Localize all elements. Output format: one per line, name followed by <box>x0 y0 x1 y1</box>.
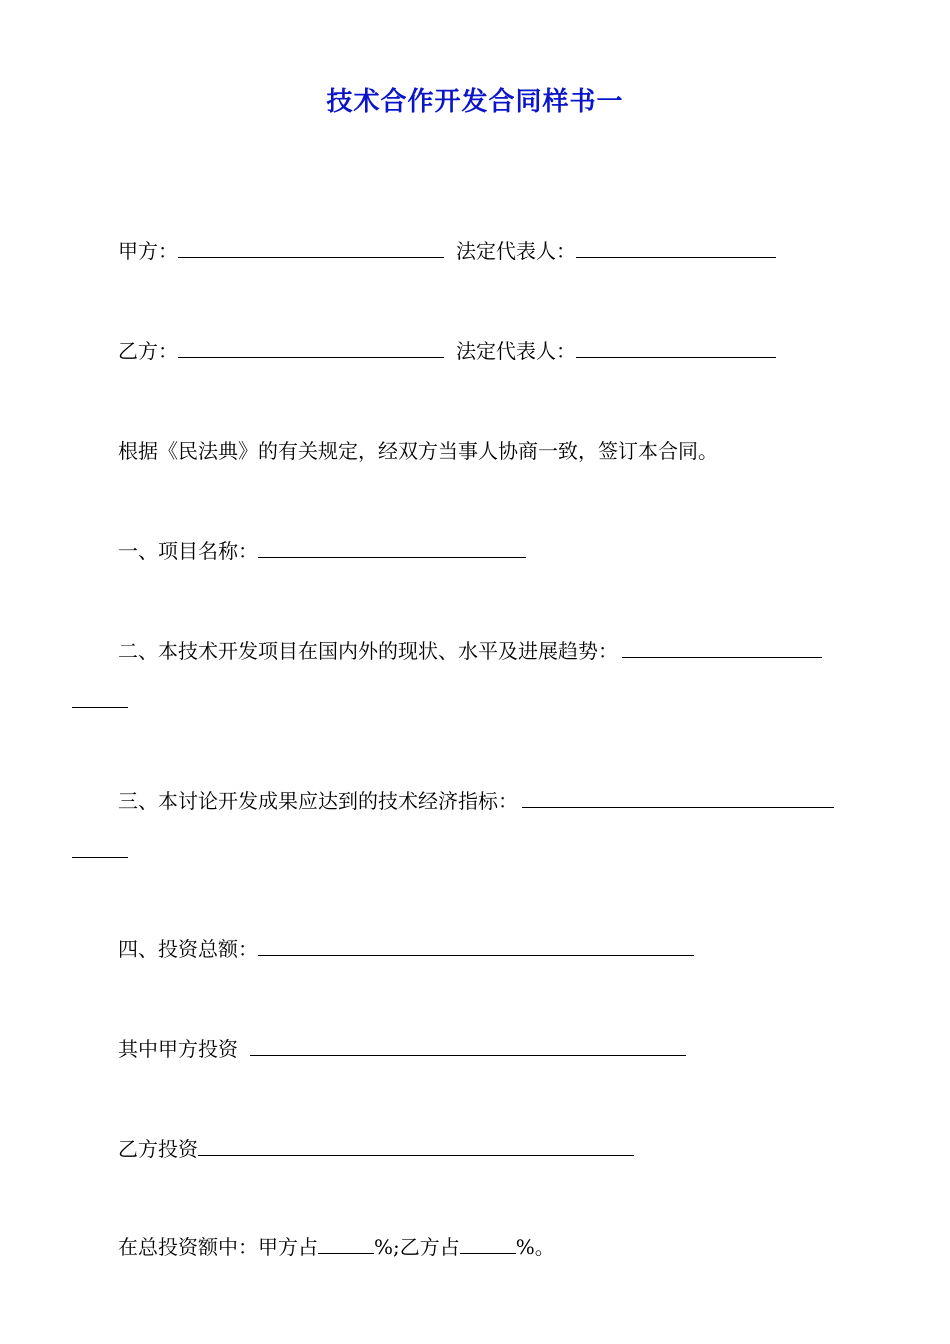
item3-blank-continued[interactable] <box>72 837 128 858</box>
party-a-investment-label: 其中甲方投资 <box>118 1037 238 1061</box>
item2-blank[interactable] <box>622 637 822 658</box>
item4-label: 四、投资总额： <box>118 937 258 961</box>
item1-blank[interactable] <box>258 537 526 558</box>
party-a-rep-label: 法定代表人： <box>456 239 576 263</box>
share-prefix: 在总投资额中：甲方占 <box>118 1235 318 1259</box>
party-b-rep-label: 法定代表人： <box>456 339 576 363</box>
party-a-blank[interactable] <box>178 237 444 258</box>
document-title: 技术合作开发合同样书一 <box>326 87 624 117</box>
party-a-investment-blank[interactable] <box>250 1035 686 1056</box>
share-middle: %;乙方占 <box>374 1235 460 1259</box>
party-b-investment-blank[interactable] <box>198 1135 634 1156</box>
preamble: 根据《民法典》的有关规定，经双方当事人协商一致，签订本合同。 <box>118 439 718 463</box>
item3-label: 三、本讨论开发成果应达到的技术经济指标： <box>118 789 518 813</box>
item2-blank-continued[interactable] <box>72 687 128 708</box>
item2-continuation <box>72 686 128 716</box>
party-b-label: 乙方： <box>118 339 178 363</box>
party-b-investment-label: 乙方投资 <box>118 1137 198 1161</box>
investment-share-line <box>118 1232 555 1262</box>
item3-line <box>118 786 834 816</box>
party-a-line <box>118 236 776 266</box>
party-a-share-blank[interactable] <box>318 1233 374 1254</box>
item1-line <box>118 536 526 566</box>
item2-line <box>118 636 822 666</box>
party-a-label: 甲方： <box>118 239 178 263</box>
share-suffix: %。 <box>515 1235 555 1259</box>
party-b-line <box>118 336 776 366</box>
item1-label: 一、项目名称： <box>118 539 258 563</box>
item3-blank[interactable] <box>522 787 834 808</box>
party-a-investment-line <box>118 1034 686 1064</box>
item3-continuation <box>72 836 128 866</box>
party-b-share-blank[interactable] <box>460 1233 516 1254</box>
item2-label: 二、本技术开发项目在国内外的现状、水平及进展趋势： <box>118 639 618 663</box>
item4-blank[interactable] <box>258 935 694 956</box>
item4-line <box>118 934 694 964</box>
party-a-rep-blank[interactable] <box>576 237 776 258</box>
party-b-blank[interactable] <box>178 337 444 358</box>
party-b-investment-line <box>118 1134 634 1164</box>
party-b-rep-blank[interactable] <box>576 337 776 358</box>
